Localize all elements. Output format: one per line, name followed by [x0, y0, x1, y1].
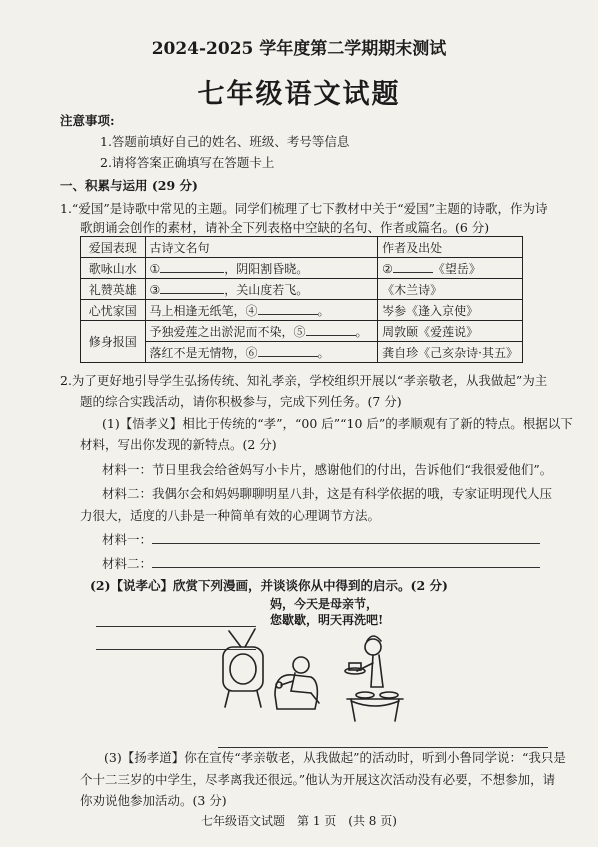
q2-part2: (2)【说孝心】欣赏下列漫画，并谈谈你从中得到的启示。(2 分) [90, 578, 448, 593]
answer-line-comic-3[interactable] [218, 735, 548, 748]
source-prefix: ② [382, 261, 393, 276]
row-source: 岑参《逢入京使》 [378, 300, 523, 321]
notice-item-2: 2.请将答案正确填写在答题卡上 [100, 155, 275, 170]
verse-prefix: ① [149, 261, 161, 276]
notice-item-1: 1.答题前填好自己的姓名、班级、考号等信息 [100, 134, 350, 149]
q2-part3-line1: (3)【扬孝道】你在宣传“孝亲敬老，从我做起”的活动时，听到小鲁同学说：“我只是 [104, 750, 566, 765]
answer-blank-2[interactable] [393, 260, 433, 273]
row-source: 周敦颐《爱莲说》 [378, 321, 523, 342]
poem-table [80, 236, 523, 363]
table-row [81, 258, 523, 279]
answer-blank-6[interactable] [258, 344, 318, 357]
answer-blank-3[interactable] [160, 281, 224, 294]
subject-title: 七年级语文试题 [197, 79, 401, 110]
header-category: 爱国表现 [81, 237, 146, 258]
row-source: 《木兰诗》 [378, 279, 523, 300]
q2-part1-line2: 材料，写出你发现的新特点。(2 分) [80, 437, 277, 452]
table-header-row [81, 237, 523, 258]
verse-suffix: 。 [355, 324, 368, 339]
dish-plate [356, 692, 374, 698]
q2-part3-line3: 你劝说他参加活动。(3 分) [80, 793, 227, 808]
comic-illustration [215, 625, 415, 730]
q1-text-line2: 歌朗诵会创作的素材，请补全下列表格中空缺的名句、作者或篇名。(6 分) [80, 220, 490, 235]
header-verse: 古诗文名句 [145, 237, 378, 258]
q2-text-line1: 2.为了更好地引导学生弘扬传统、知礼孝亲，学校组织开展以“孝亲敬老，从我做起”为主 [60, 373, 548, 388]
table-row [81, 321, 523, 342]
mother-body [371, 655, 383, 687]
row-category: 修身报国 [81, 321, 146, 363]
dish-plate [345, 668, 365, 674]
notice-heading: 注意事项: [60, 113, 115, 128]
material-1: 材料一：节日里我会给爸妈写小卡片，感谢他们的付出，告诉他们“我很爱他们”。 [102, 462, 553, 477]
table-row [81, 300, 523, 321]
material-2-line2: 力很大，适度的八卦是一种简单有效的心理调节方法。 [80, 508, 381, 523]
answer-blank-1[interactable] [160, 260, 224, 273]
verse-prefix: 予独爱莲之出淤泥而不染，⑤ [149, 324, 306, 339]
verse-prefix: 马上相逢无纸笔，④ [149, 303, 258, 318]
q1-text-line1: 1.“爱国”是诗歌中常见的主题。同学们梳理了七下教材中关于“爱国”主题的诗歌，作为诗 [60, 201, 548, 216]
answer-blank-4[interactable] [258, 302, 318, 315]
answer-label-material-1: 材料一： [102, 532, 153, 547]
row-category: 歌咏山水 [81, 258, 146, 279]
table-legs [351, 699, 399, 721]
q2-part1-line1: (1)【悟孝义】相比于传统的“孝”，“00 后”“10 后”的孝顺观有了新的特点。根据以下 [102, 416, 573, 431]
boy-arm [281, 681, 293, 685]
verse-suffix: 。 [317, 303, 330, 318]
table-row [81, 279, 523, 300]
verse-suffix: ，阴阳割昏晓。 [224, 261, 309, 276]
row-category: 礼赞英雄 [81, 279, 146, 300]
verse-prefix: 落红不是无情物，⑥ [149, 345, 258, 360]
comic-speech-bubble [270, 596, 383, 628]
header-source: 作者及出处 [378, 237, 523, 258]
tv-leg [257, 691, 261, 707]
table-row [81, 342, 523, 363]
bubble-line-1: 妈，今天是母亲节， [270, 597, 379, 611]
verse-suffix: ，关山度若飞。 [224, 282, 309, 297]
answer-blank-5[interactable] [306, 323, 356, 336]
q2-part3-line2: 个十二三岁的中学生，尽孝离我还很远。”他认为开展这次活动没有必要，不想参加，请 [80, 772, 556, 787]
row-source: 龚自珍《己亥杂诗·其五》 [378, 342, 523, 363]
verse-suffix: 。 [317, 345, 330, 360]
section1-heading: 一、积累与运用 (29 分) [60, 178, 198, 193]
row-category: 心忧家国 [81, 300, 146, 321]
source-suffix: 《望岳》 [432, 261, 481, 276]
material-2-line1: 材料二：我偶尔会和妈妈聊聊明星八卦，这是有科学依据的哦，专家证明现代人压 [102, 486, 553, 501]
q2-text-line2: 题的综合实践活动，请你积极参与，完成下列任务。(7 分) [80, 394, 402, 409]
bubble-line-2: 您歇歇，明天再洗吧! [270, 613, 384, 627]
answer-line-material-1[interactable] [152, 531, 540, 544]
tv-antenna-right [245, 629, 255, 647]
page-footer: 七年级语文试题 第 1 页 (共 8 页) [201, 814, 397, 828]
tv-antenna-left [229, 631, 241, 647]
exam-title: 2024-2025 学年度第二学期期末测试 [151, 39, 447, 59]
table-cloth [351, 701, 399, 706]
dish-plate [380, 692, 398, 698]
tv-screen [230, 654, 256, 684]
answer-label-material-2: 材料二： [102, 556, 153, 571]
verse-prefix: ③ [149, 282, 161, 297]
tv-leg [225, 691, 229, 707]
boy-head [293, 657, 309, 673]
answer-line-material-2[interactable] [152, 555, 540, 568]
